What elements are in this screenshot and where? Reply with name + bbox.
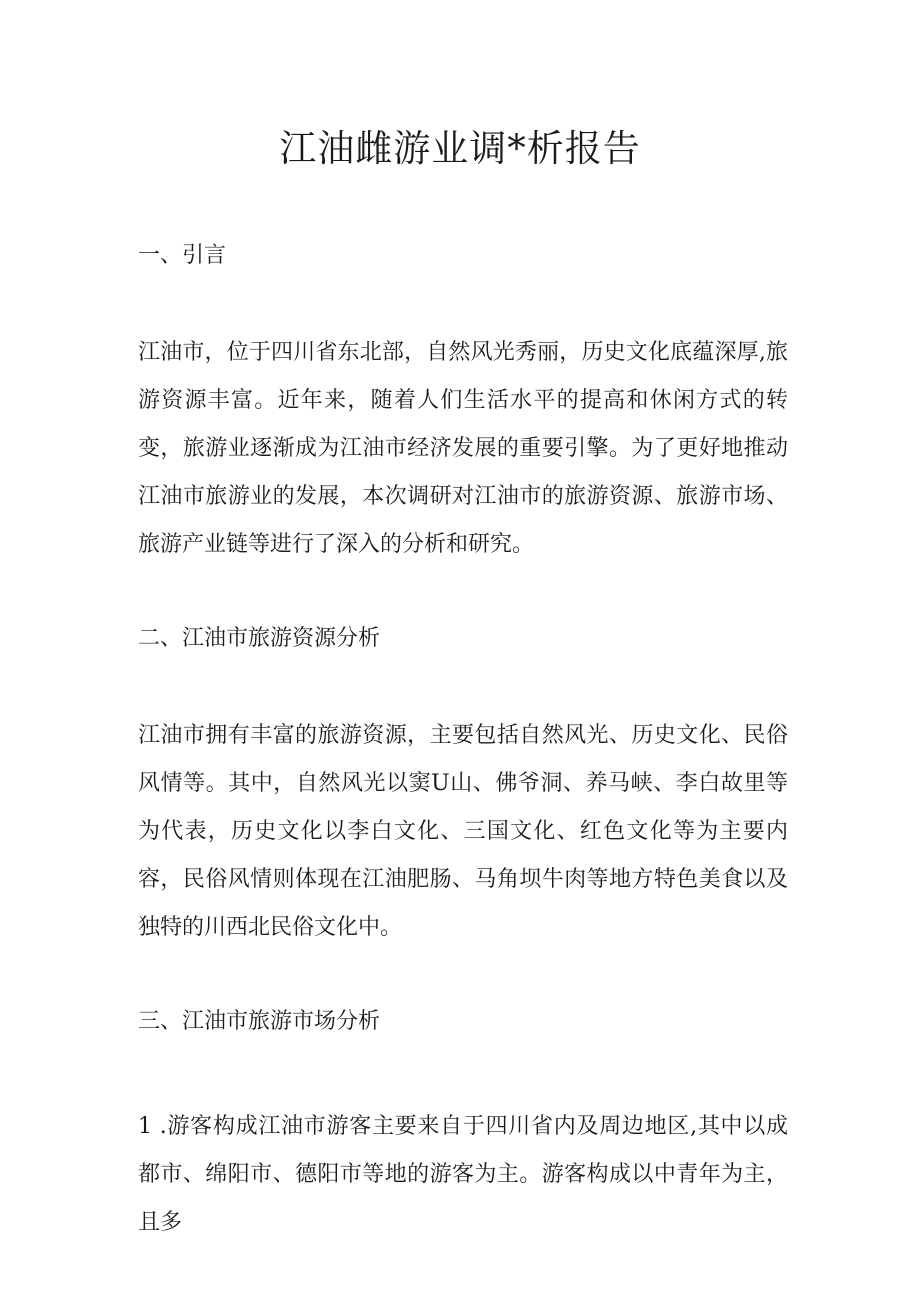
section-heading-tourism-market: 三、江油市旅游市场分析 <box>138 1009 381 1034</box>
section-heading-tourism-resources: 二、江油市旅游资源分析 <box>138 626 381 651</box>
section-paragraph-tourism-market: 1 .游客构成江油市游客主要来自于四川省内及周边地区,其中以成都市、绵阳市、德阳市等地的游客为主。游客构成以中青年为主，且多 <box>138 1114 788 1235</box>
section-paragraph-tourism-resources: 江油市拥有丰富的旅游资源，主要包括自然风光、历史文化、民俗风情等。其中，自然风光以窦U山、佛爷洞、养马峡、李白故里等为代表，历史文化以李白文化、三国文化、红色文化等为主要内容，民俗风情则体现在江油肥肠、马角坝牛肉等地方特色美食以及独特的川西北民俗文化中。 <box>138 723 788 940</box>
section-heading-introduction: 一、引言 <box>138 243 227 268</box>
section-paragraph-introduction: 江油市，位于四川省东北部，自然风光秀丽，历史文化底蕴深厚,旅游资源丰富。近年来，随着人们生活水平的提高和休闲方式的转变，旅游业逐渐成为江油市经济发展的重要引擎。为了更好地推动江油市旅游业的发展，本次调研对江油市的旅游资源、旅游市场、旅游产业链等进行了深入的分析和研究。 <box>138 340 788 557</box>
document-title: 江油雌游业调*析报告 <box>279 127 641 170</box>
